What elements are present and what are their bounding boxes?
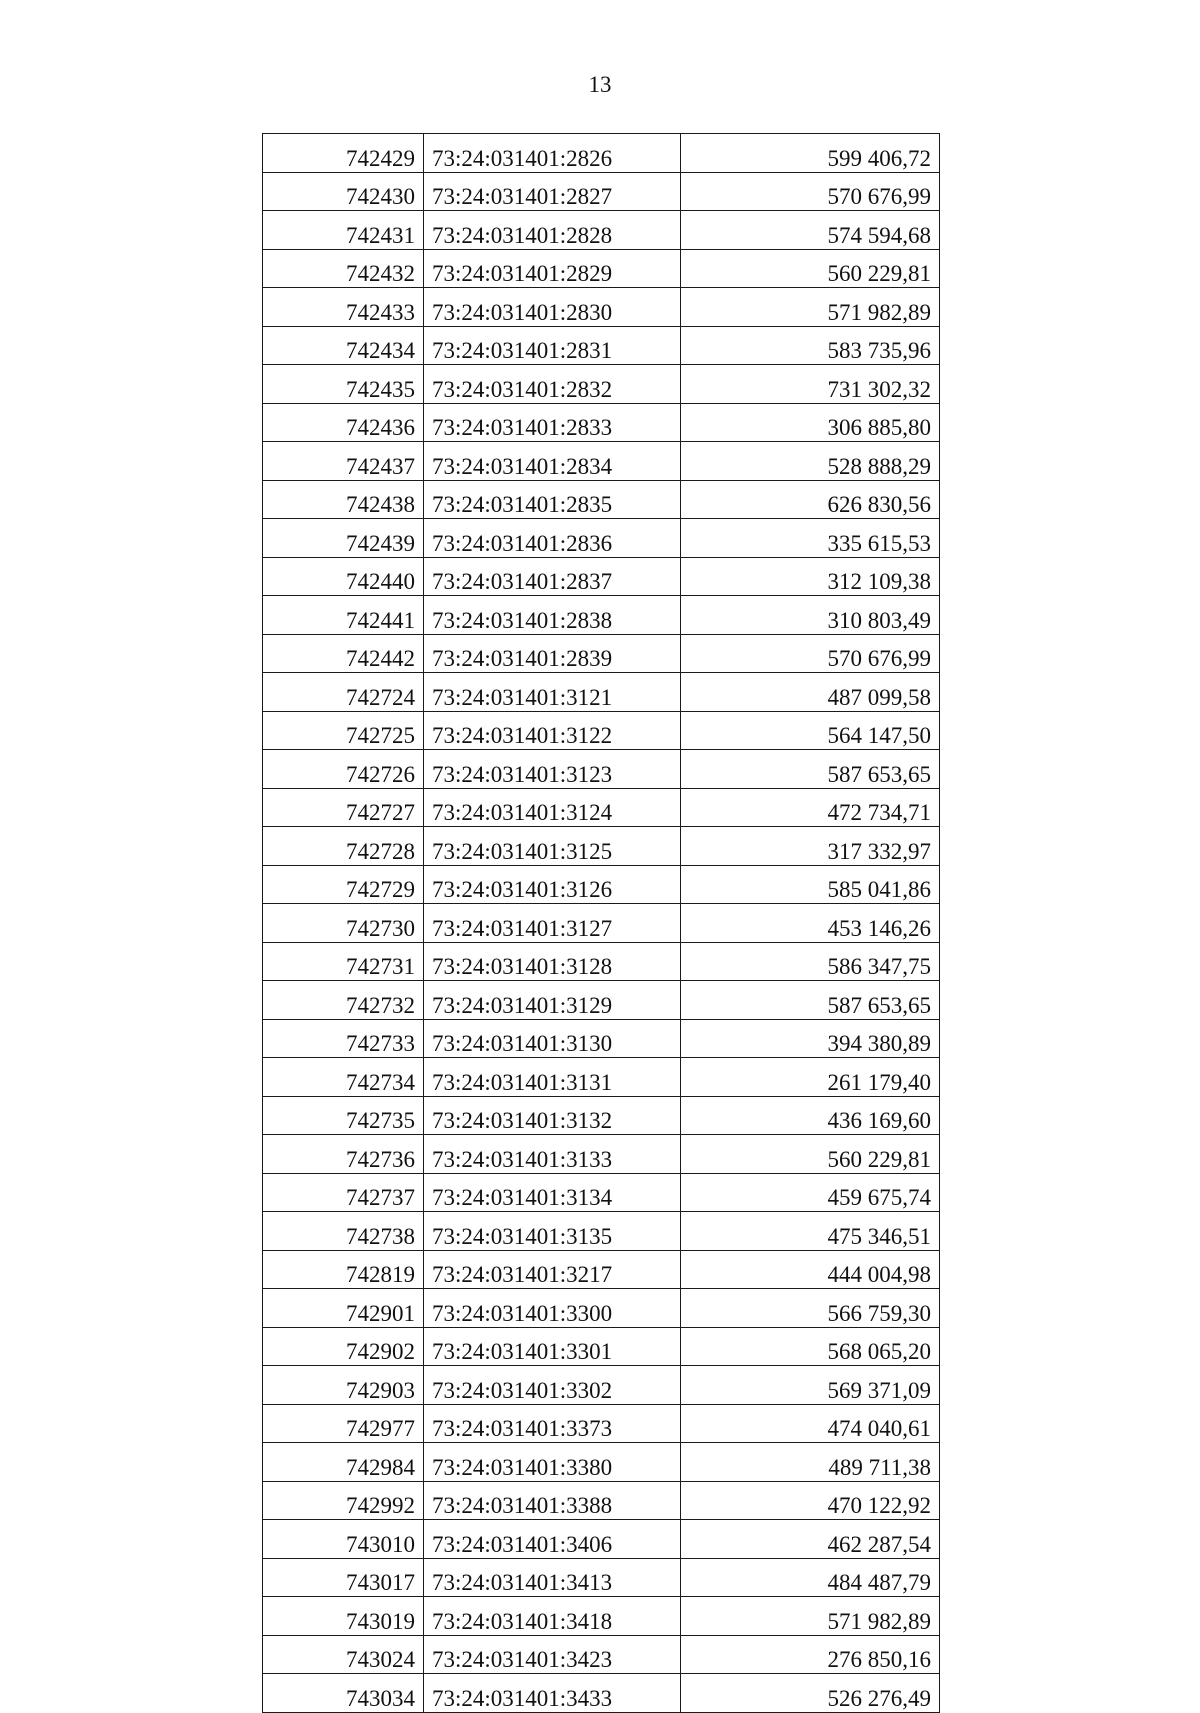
- plot-id-cell: 742432: [263, 249, 424, 288]
- cadastral-value-cell: 570 676,99: [681, 172, 940, 211]
- table-row: [263, 827, 940, 866]
- plot-id-cell: 742440: [263, 557, 424, 596]
- table-row: [263, 403, 940, 442]
- cadastral-value-cell: 528 888,29: [681, 442, 940, 481]
- cadastral-number-cell: 73:24:031401:3131: [424, 1058, 681, 1097]
- plot-id-cell: 742901: [263, 1289, 424, 1328]
- cadastral-value-cell: 459 675,74: [681, 1173, 940, 1212]
- cadastral-value-cell: 599 406,72: [681, 134, 940, 173]
- plot-id-cell: 742902: [263, 1327, 424, 1366]
- table-row: [263, 942, 940, 981]
- plot-id-cell: 742438: [263, 480, 424, 519]
- cadastral-number-cell: 73:24:031401:3423: [424, 1635, 681, 1674]
- cadastral-number-cell: 73:24:031401:3380: [424, 1443, 681, 1482]
- cadastral-number-cell: 73:24:031401:3126: [424, 865, 681, 904]
- cadastral-value-cell: 587 653,65: [681, 750, 940, 789]
- cadastral-value-cell: 335 615,53: [681, 519, 940, 558]
- cadastral-number-cell: 73:24:031401:3418: [424, 1597, 681, 1636]
- cadastral-number-cell: 73:24:031401:3301: [424, 1327, 681, 1366]
- cadastral-number-cell: 73:24:031401:3133: [424, 1135, 681, 1174]
- cadastral-number-cell: 73:24:031401:3388: [424, 1481, 681, 1520]
- plot-id-cell: 742984: [263, 1443, 424, 1482]
- table-row: [263, 557, 940, 596]
- cadastral-number-cell: 73:24:031401:3129: [424, 981, 681, 1020]
- table-row: [263, 1520, 940, 1559]
- plot-id-cell: 742729: [263, 865, 424, 904]
- plot-id-cell: 743017: [263, 1558, 424, 1597]
- cadastral-number-cell: 73:24:031401:2831: [424, 326, 681, 365]
- cadastral-number-cell: 73:24:031401:2830: [424, 288, 681, 327]
- table-row: [263, 673, 940, 712]
- table-row: [263, 634, 940, 673]
- plot-id-cell: 742819: [263, 1250, 424, 1289]
- table-row: [263, 249, 940, 288]
- plot-id-cell: 743019: [263, 1597, 424, 1636]
- table-row: [263, 904, 940, 943]
- plot-id-cell: 742737: [263, 1173, 424, 1212]
- cadastral-number-cell: 73:24:031401:3373: [424, 1404, 681, 1443]
- cadastral-value-cell: 470 122,92: [681, 1481, 940, 1520]
- cadastral-value-cell: 462 287,54: [681, 1520, 940, 1559]
- cadastral-number-cell: 73:24:031401:2832: [424, 365, 681, 404]
- cadastral-number-cell: 73:24:031401:3124: [424, 788, 681, 827]
- plot-id-cell: 742728: [263, 827, 424, 866]
- plot-id-cell: 742733: [263, 1019, 424, 1058]
- plot-id-cell: 742730: [263, 904, 424, 943]
- cadastral-value-cell: 566 759,30: [681, 1289, 940, 1328]
- plot-id-cell: 742430: [263, 172, 424, 211]
- cadastral-number-cell: 73:24:031401:2836: [424, 519, 681, 558]
- cadastral-value-cell: 570 676,99: [681, 634, 940, 673]
- cadastral-value-cell: 474 040,61: [681, 1404, 940, 1443]
- table-row: [263, 1674, 940, 1713]
- table-row: [263, 1443, 940, 1482]
- table-row: [263, 1212, 940, 1251]
- cadastral-value-cell: 585 041,86: [681, 865, 940, 904]
- cadastral-number-cell: 73:24:031401:3132: [424, 1096, 681, 1135]
- plot-id-cell: 742732: [263, 981, 424, 1020]
- land-plot-table: [262, 133, 940, 1713]
- cadastral-value-cell: 444 004,98: [681, 1250, 940, 1289]
- table-row: [263, 288, 940, 327]
- table-row: [263, 1289, 940, 1328]
- plot-id-cell: 742435: [263, 365, 424, 404]
- plot-id-cell: 742436: [263, 403, 424, 442]
- table-row: [263, 1597, 940, 1636]
- table-row: [263, 1404, 940, 1443]
- cadastral-value-cell: 489 711,38: [681, 1443, 940, 1482]
- table-row: [263, 365, 940, 404]
- plot-id-cell: 742434: [263, 326, 424, 365]
- cadastral-number-cell: 73:24:031401:3128: [424, 942, 681, 981]
- cadastral-number-cell: 73:24:031401:2827: [424, 172, 681, 211]
- table-body: [263, 134, 940, 1713]
- cadastral-number-cell: 73:24:031401:3130: [424, 1019, 681, 1058]
- cadastral-number-cell: 73:24:031401:3413: [424, 1558, 681, 1597]
- cadastral-number-cell: 73:24:031401:3433: [424, 1674, 681, 1713]
- table-row: [263, 519, 940, 558]
- cadastral-value-cell: 560 229,81: [681, 1135, 940, 1174]
- plot-id-cell: 742734: [263, 1058, 424, 1097]
- table-row: [263, 1135, 940, 1174]
- cadastral-value-cell: 587 653,65: [681, 981, 940, 1020]
- table-row: [263, 596, 940, 635]
- table-row: [263, 134, 940, 173]
- table-row: [263, 1327, 940, 1366]
- cadastral-number-cell: 73:24:031401:3122: [424, 711, 681, 750]
- plot-id-cell: 742903: [263, 1366, 424, 1405]
- cadastral-value-cell: 306 885,80: [681, 403, 940, 442]
- table-row: [263, 865, 940, 904]
- table-row: [263, 750, 940, 789]
- plot-id-cell: 742437: [263, 442, 424, 481]
- cadastral-number-cell: 73:24:031401:2834: [424, 442, 681, 481]
- cadastral-number-cell: 73:24:031401:3300: [424, 1289, 681, 1328]
- table-row: [263, 1366, 940, 1405]
- plot-id-cell: 743010: [263, 1520, 424, 1559]
- cadastral-value-cell: 571 982,89: [681, 288, 940, 327]
- cadastral-number-cell: 73:24:031401:2829: [424, 249, 681, 288]
- plot-id-cell: 742441: [263, 596, 424, 635]
- plot-id-cell: 742724: [263, 673, 424, 712]
- cadastral-value-cell: 261 179,40: [681, 1058, 940, 1097]
- cadastral-number-cell: 73:24:031401:3134: [424, 1173, 681, 1212]
- table-row: [263, 711, 940, 750]
- cadastral-value-cell: 453 146,26: [681, 904, 940, 943]
- plot-id-cell: 742735: [263, 1096, 424, 1135]
- cadastral-number-cell: 73:24:031401:2837: [424, 557, 681, 596]
- table-row: [263, 326, 940, 365]
- plot-id-cell: 742726: [263, 750, 424, 789]
- plot-id-cell: 742977: [263, 1404, 424, 1443]
- table-row: [263, 1173, 940, 1212]
- cadastral-value-cell: 394 380,89: [681, 1019, 940, 1058]
- cadastral-value-cell: 487 099,58: [681, 673, 940, 712]
- cadastral-number-cell: 73:24:031401:3406: [424, 1520, 681, 1559]
- cadastral-number-cell: 73:24:031401:3125: [424, 827, 681, 866]
- cadastral-value-cell: 568 065,20: [681, 1327, 940, 1366]
- cadastral-value-cell: 626 830,56: [681, 480, 940, 519]
- cadastral-number-cell: 73:24:031401:3127: [424, 904, 681, 943]
- cadastral-value-cell: 484 487,79: [681, 1558, 940, 1597]
- cadastral-value-cell: 472 734,71: [681, 788, 940, 827]
- cadastral-value-cell: 574 594,68: [681, 211, 940, 250]
- table-row: [263, 1250, 940, 1289]
- cadastral-value-cell: 571 982,89: [681, 1597, 940, 1636]
- cadastral-value-cell: 312 109,38: [681, 557, 940, 596]
- cadastral-value-cell: 526 276,49: [681, 1674, 940, 1713]
- table-row: [263, 1481, 940, 1520]
- table-row: [263, 1019, 940, 1058]
- plot-id-cell: 742439: [263, 519, 424, 558]
- cadastral-value-cell: 569 371,09: [681, 1366, 940, 1405]
- cadastral-value-cell: 317 332,97: [681, 827, 940, 866]
- cadastral-number-cell: 73:24:031401:3217: [424, 1250, 681, 1289]
- cadastral-number-cell: 73:24:031401:2838: [424, 596, 681, 635]
- plot-id-cell: 743024: [263, 1635, 424, 1674]
- table-row: [263, 1058, 940, 1097]
- cadastral-value-cell: 560 229,81: [681, 249, 940, 288]
- plot-id-cell: 742431: [263, 211, 424, 250]
- table-row: [263, 211, 940, 250]
- table-row: [263, 788, 940, 827]
- plot-id-cell: 742992: [263, 1481, 424, 1520]
- table-row: [263, 1096, 940, 1135]
- cadastral-value-cell: 276 850,16: [681, 1635, 940, 1674]
- table-row: [263, 1635, 940, 1674]
- plot-id-cell: 742442: [263, 634, 424, 673]
- table-row: [263, 442, 940, 481]
- cadastral-number-cell: 73:24:031401:2839: [424, 634, 681, 673]
- plot-id-cell: 742433: [263, 288, 424, 327]
- cadastral-value-cell: 586 347,75: [681, 942, 940, 981]
- plot-id-cell: 742736: [263, 1135, 424, 1174]
- cadastral-value-cell: 564 147,50: [681, 711, 940, 750]
- table-row: [263, 172, 940, 211]
- plot-id-cell: 743034: [263, 1674, 424, 1713]
- cadastral-number-cell: 73:24:031401:2833: [424, 403, 681, 442]
- plot-id-cell: 742429: [263, 134, 424, 173]
- cadastral-value-cell: 436 169,60: [681, 1096, 940, 1135]
- cadastral-value-cell: 583 735,96: [681, 326, 940, 365]
- cadastral-number-cell: 73:24:031401:2828: [424, 211, 681, 250]
- table-row: [263, 981, 940, 1020]
- cadastral-number-cell: 73:24:031401:3302: [424, 1366, 681, 1405]
- cadastral-value-cell: 475 346,51: [681, 1212, 940, 1251]
- cadastral-number-cell: 73:24:031401:3135: [424, 1212, 681, 1251]
- plot-id-cell: 742738: [263, 1212, 424, 1251]
- cadastral-number-cell: 73:24:031401:2826: [424, 134, 681, 173]
- cadastral-number-cell: 73:24:031401:3121: [424, 673, 681, 712]
- cadastral-number-cell: 73:24:031401:2835: [424, 480, 681, 519]
- plot-id-cell: 742731: [263, 942, 424, 981]
- cadastral-number-cell: 73:24:031401:3123: [424, 750, 681, 789]
- plot-id-cell: 742727: [263, 788, 424, 827]
- page-number: 13: [588, 72, 612, 97]
- cadastral-value-cell: 731 302,32: [681, 365, 940, 404]
- table-row: [263, 480, 940, 519]
- table-row: [263, 1558, 940, 1597]
- cadastral-value-cell: 310 803,49: [681, 596, 940, 635]
- plot-id-cell: 742725: [263, 711, 424, 750]
